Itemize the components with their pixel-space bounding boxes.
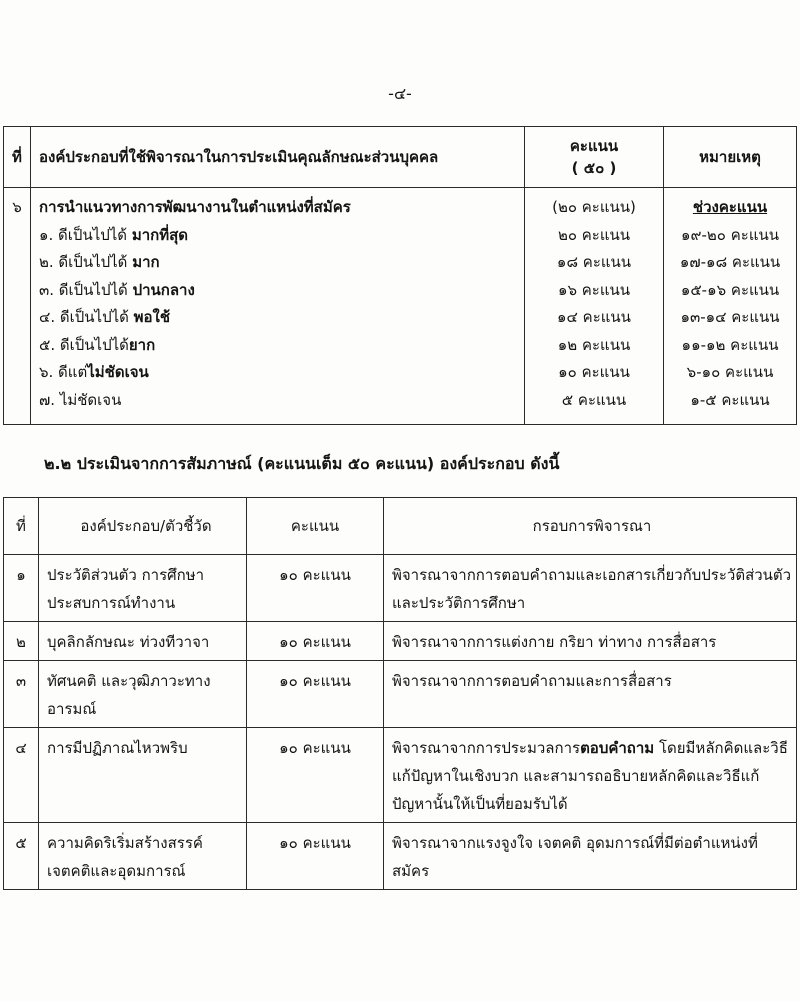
header-number: ที่ [4, 127, 31, 188]
row-criteria: พิจารณาจากการตอบคำถามและการสื่อสาร [384, 661, 797, 728]
table-header-row [4, 127, 797, 188]
list-item: ๓. ดีเป็นไปได้ ปานกลาง [39, 280, 195, 299]
score-range: ๑๗-๑๘ คะแนน [679, 253, 781, 271]
section-heading: ๒.๒ ประเมินจากการสัมภาษณ์ (คะแนนเต็ม ๕๐ คะแนน) องค์ประกอบ ดังนี้ [44, 454, 560, 473]
table-row [4, 188, 797, 425]
score-range: ๖-๑๐ คะแนน [686, 363, 774, 381]
list-item: ๖. ดีแต่ไม่ชัดเจน [39, 363, 149, 381]
row-score: ๑๐ คะแนน [247, 661, 384, 728]
row-number-text: ๖ [12, 198, 22, 216]
row-title: การนำแนวทางการพัฒนางานในตำแหน่งที่สมัคร [39, 198, 351, 216]
table-row [4, 555, 797, 622]
item-score: ๕ คะแนน [561, 390, 627, 409]
row-number: ๓ [4, 661, 39, 728]
row-scores [525, 188, 664, 425]
row-component [31, 188, 525, 425]
row-number: ๒ [4, 622, 39, 661]
row-score: ๑๐ คะแนน [247, 555, 384, 622]
item-score: ๑๔ คะแนน [557, 308, 631, 326]
table-header-row [4, 498, 797, 555]
header-score [525, 127, 664, 188]
row-notes [664, 188, 797, 425]
list-item: ๔. ดีเป็นไปได้ พอใช้ [39, 308, 171, 326]
table-row [4, 622, 797, 661]
personal-characteristics-table [3, 126, 797, 425]
header-number: ที่ [4, 498, 39, 555]
row-criteria: พิจารณาจากการแต่งกาย กริยา ท่าทาง การสื่อสาร [384, 622, 797, 661]
row-component: บุคลิกลักษณะ ท่วงทีวาจา [39, 622, 247, 661]
row-component: ความคิดริเริ่มสร้างสรรค์ เจตคติและอุดมการณ์ [39, 823, 247, 890]
list-item: ๗. ไม่ชัดเจน [39, 390, 122, 409]
row-score: ๑๐ คะแนน [247, 823, 384, 890]
score-range: ๑๑-๑๒ คะแนน [681, 335, 779, 354]
item-score: ๑๘ คะแนน [556, 253, 632, 271]
header-score: คะแนน [247, 498, 384, 555]
table-row [4, 823, 797, 890]
item-score: ๒๐ คะแนน [557, 225, 631, 244]
row-number: ๑ [4, 555, 39, 622]
item-score: ๑๐ คะแนน [558, 363, 630, 381]
row-criteria: พิจารณาจากการตอบคำถามและเอกสารเกี่ยวกับประวัติส่วนตัวและประวัติการศึกษา [384, 555, 797, 622]
list-item: ๕. ดีเป็นไปได้ยาก [39, 335, 156, 354]
row-number [4, 188, 31, 425]
row-component: การมีปฏิภาณไหวพริบ [39, 728, 247, 823]
row-criteria: พิจารณาจากแรงจูงใจ เจตคติ อุดมการณ์ที่มีต่อตำแหน่งที่สมัคร [384, 823, 797, 890]
page-number: -๔- [388, 84, 412, 103]
header-score-label: คะแนน [569, 137, 619, 155]
row-criteria: พิจารณาจากการประมวลการตอบคำถาม โดยมีหลักคิดและวิธีแก้ปัญหาในเชิงบวก และสามารถอธิบายหลักคิดและวิธีแก้ปัญหานั้นให้เป็นที่ยอมรับได้ [384, 728, 797, 823]
score-range-header: ช่วงคะแนน [692, 198, 768, 216]
table-row [4, 661, 797, 728]
header-criteria: กรอบการพิจารณา [384, 498, 797, 555]
row-component: ทัศนคติ และวุฒิภาวะทางอารมณ์ [39, 661, 247, 728]
total-score: (๒๐ คะแนน) [552, 198, 636, 216]
header-score-max: ( ๕๐ ) [571, 159, 617, 177]
item-score: ๑๖ คะแนน [557, 280, 631, 299]
score-range: ๑-๕ คะแนน [690, 390, 770, 409]
list-item: ๒. ดีเป็นไปได้ มาก [39, 253, 160, 271]
row-score: ๑๐ คะแนน [247, 728, 384, 823]
item-score: ๑๒ คะแนน [557, 335, 631, 354]
row-component: ประวัติส่วนตัว การศึกษา ประสบการณ์ทำงาน [39, 555, 247, 622]
table-row [4, 728, 797, 823]
list-item: ๑. ดีเป็นไปได้ มากที่สุด [39, 225, 189, 244]
score-range: ๑๕-๑๖ คะแนน [680, 280, 780, 299]
header-component: องค์ประกอบ/ตัวชี้วัด [39, 498, 247, 555]
score-range: ๑๓-๑๔ คะแนน [680, 308, 780, 326]
interview-evaluation-table [3, 497, 797, 890]
row-number: ๔ [4, 728, 39, 823]
header-component: องค์ประกอบที่ใช้พิจารณาในการประเมินคุณลักษณะส่วนบุคคล [31, 127, 525, 188]
header-note: หมายเหตุ [664, 127, 797, 188]
score-range: ๑๙-๒๐ คะแนน [681, 225, 779, 244]
row-number: ๕ [4, 823, 39, 890]
row-score: ๑๐ คะแนน [247, 622, 384, 661]
